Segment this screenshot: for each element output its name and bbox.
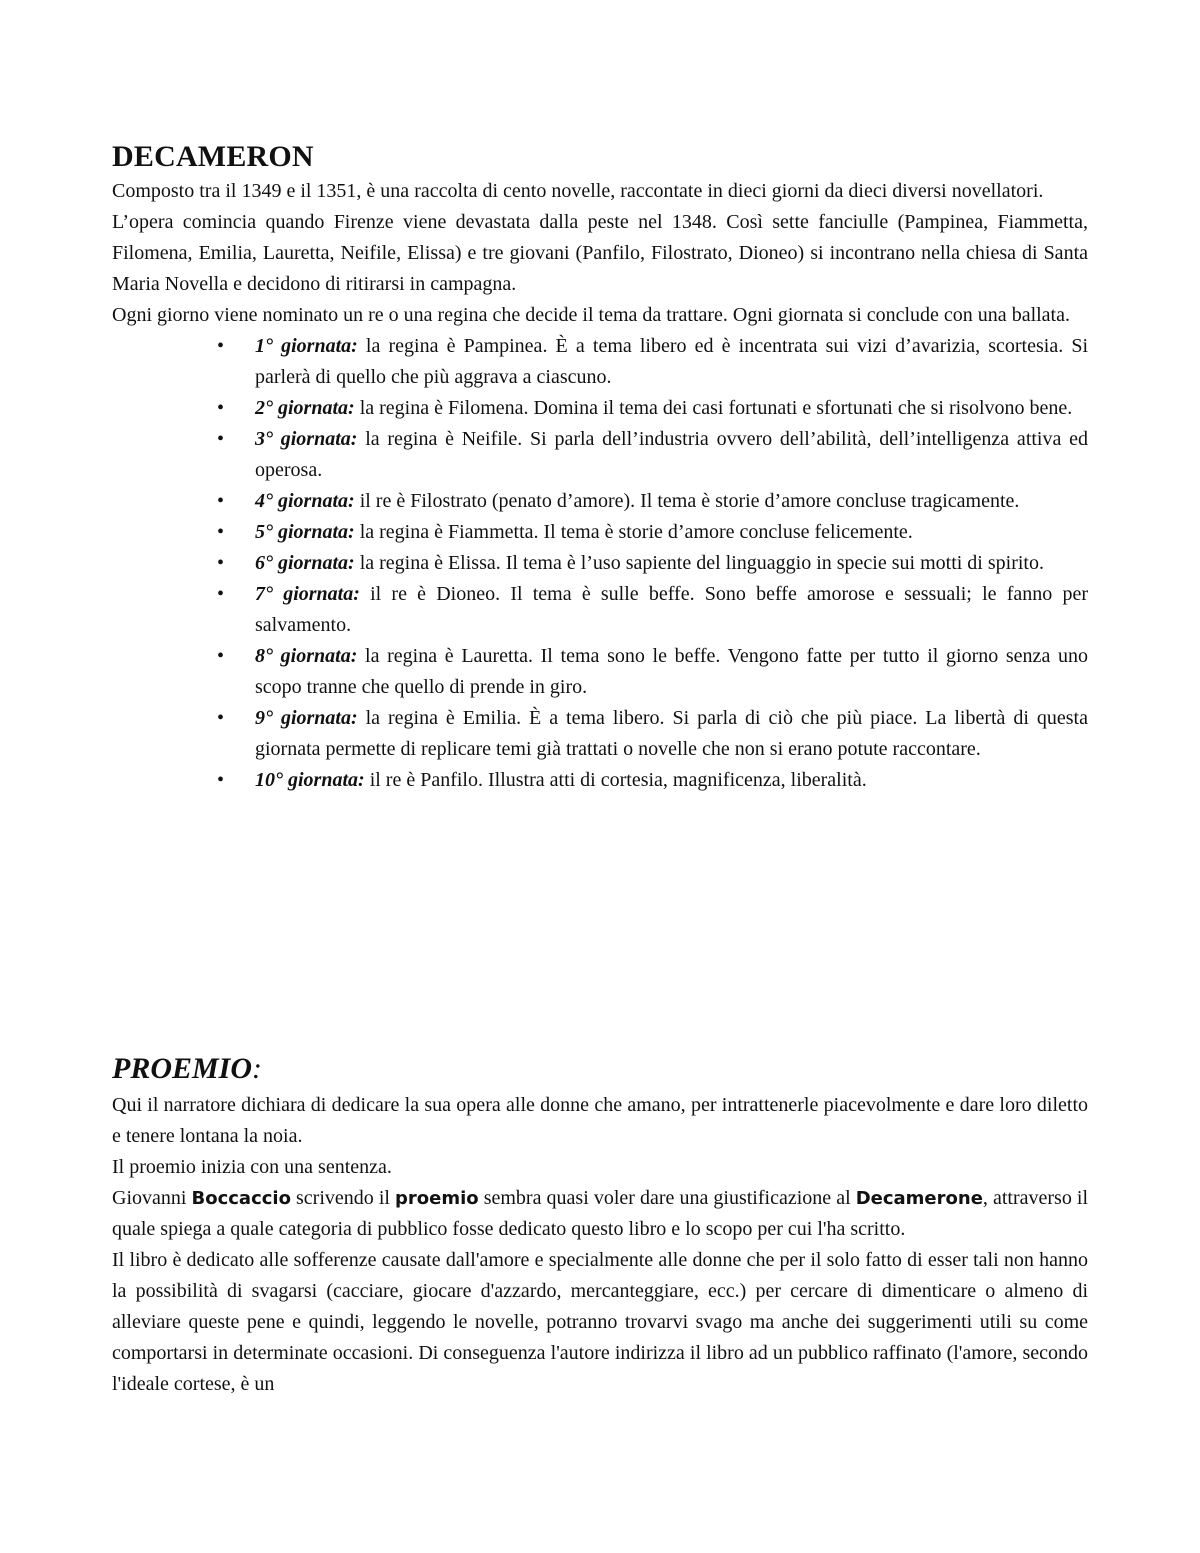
list-item bbox=[217, 579, 1088, 641]
day-label: 8° giornata: bbox=[255, 645, 358, 667]
section-title-colon: : bbox=[252, 1052, 263, 1085]
king-queen-paragraph: Ogni giorno viene nominato un re o una regina che decide il tema da trattare. Ogni giornata si conclude con una ballata. bbox=[112, 304, 1070, 326]
days-list bbox=[112, 331, 1088, 796]
day-text: la regina è Filomena. Domina il tema dei casi fortunati e sfortunati che si risolvono bene. bbox=[354, 397, 1073, 419]
bullet-icon: • bbox=[217, 552, 225, 574]
day-label: 2° giornata: bbox=[255, 397, 355, 419]
bullet-icon: • bbox=[217, 583, 225, 605]
bullet-icon: • bbox=[217, 769, 225, 791]
day-text: la regina è Pampinea. È a tema libero ed è incentrata sui vizi d’avarizia, scortesia. Si parlerà di quello che più aggrava a ciascuno. bbox=[255, 335, 1088, 388]
day-text: la regina è Elissa. Il tema è l’uso sapiente del linguaggio in specie sui motti di spirito. bbox=[354, 552, 1044, 574]
bullet-icon: • bbox=[217, 707, 225, 729]
list-item bbox=[217, 424, 1088, 486]
day-text: la regina è Neifile. Si parla dell’industria ovvero dell’abilità, dell’intelligenza attiva ed operosa. bbox=[255, 428, 1088, 481]
list-item bbox=[217, 517, 1088, 548]
list-item bbox=[217, 641, 1088, 703]
page-title: DECAMERON bbox=[112, 140, 314, 173]
bullet-icon: • bbox=[217, 645, 225, 667]
proemio-paragraph-4: Il libro è dedicato alle sofferenze causate dall'amore e specialmente alle donne che per il solo fatto di esser tali non hanno la possibilità di svagarsi (cacciare, giocare d'azzardo, mercanteggiare, ecc.) per cercare di dimenticare o almeno di alleviare queste pene e quindi, leggendo le novelle, potranno trovarvi svago ma anche dei suggerimenti utili su come comportarsi in determinate occasioni. Di conseguenza l'autore indirizza il libro ad un pubblico raffinato (l'amore, secondo l'ideale cortese, è un bbox=[112, 1249, 1088, 1395]
plague-paragraph: L’opera comincia quando Firenze viene devastata dalla peste nel 1348. Così sette fanciulle (Pampinea, Fiammetta, Filomena, Emilia, Lauretta, Neifile, Elissa) e tre giovani (Panfilo, Filostrato, Dioneo) si incontrano nella chiesa di Santa Maria Novella e decidono di ritirarsi in campagna. bbox=[112, 211, 1088, 295]
list-item bbox=[217, 331, 1088, 393]
day-text: il re è Panfilo. Illustra atti di cortesia, magnificenza, liberalità. bbox=[364, 769, 867, 791]
bold-term-boccaccio: Boccaccio bbox=[191, 1188, 291, 1209]
day-text: il re è Dioneo. Il tema è sulle beffe. Sono beffe amorose e sessuali; le fanno per salvamento. bbox=[255, 583, 1088, 636]
day-text: il re è Filostrato (penato d’amore). Il tema è storie d’amore concluse tragicamente. bbox=[354, 490, 1020, 512]
proemio-paragraph-3 bbox=[112, 1183, 1088, 1245]
text-run: sembra quasi voler dare una giustificazione al bbox=[478, 1187, 856, 1209]
day-label: 3° giornata: bbox=[255, 428, 358, 450]
bullet-icon: • bbox=[217, 335, 225, 357]
day-label: 9° giornata: bbox=[255, 707, 358, 729]
day-label: 4° giornata: bbox=[255, 490, 355, 512]
section-title bbox=[112, 1050, 1088, 1088]
day-text: la regina è Lauretta. Il tema sono le beffe. Vengono fatte per tutto il giorno senza uno scopo tranne che quello di prende in giro. bbox=[255, 645, 1088, 698]
day-label: 7° giornata: bbox=[255, 583, 360, 605]
list-item bbox=[217, 765, 1088, 796]
bullet-icon: • bbox=[217, 521, 225, 543]
bullet-icon: • bbox=[217, 490, 225, 512]
day-label: 5° giornata: bbox=[255, 521, 355, 543]
day-text: la regina è Fiammetta. Il tema è storie d’amore concluse felicemente. bbox=[354, 521, 913, 543]
bold-term-decamerone: Decamerone bbox=[855, 1188, 983, 1209]
bullet-icon: • bbox=[217, 397, 225, 419]
day-label: 6° giornata: bbox=[255, 552, 355, 574]
intro-paragraph: Composto tra il 1349 e il 1351, è una raccolta di cento novelle, raccontate in dieci giorni da dieci diversi novellatori. bbox=[112, 180, 1044, 202]
decameron-section bbox=[112, 138, 1088, 796]
list-item bbox=[217, 486, 1088, 517]
proemio-paragraph-2: Il proemio inizia con una sentenza. bbox=[112, 1156, 392, 1178]
bold-term-proemio: proemio bbox=[395, 1188, 479, 1209]
day-label: 10° giornata: bbox=[255, 769, 365, 791]
text-run: Giovanni bbox=[112, 1187, 192, 1209]
text-run: , attraverso il quale spiega a quale categoria di pubblico fosse dedicato questo libro e lo scopo per cui l'ha scritto. bbox=[112, 1187, 1088, 1240]
list-item bbox=[217, 393, 1088, 424]
list-item bbox=[217, 703, 1088, 765]
text-run: scrivendo il bbox=[290, 1187, 396, 1209]
bullet-icon: • bbox=[217, 428, 225, 450]
list-item bbox=[217, 548, 1088, 579]
day-label: 1° giornata: bbox=[255, 335, 358, 357]
proemio-section bbox=[112, 1050, 1088, 1400]
section-title-text: PROEMIO bbox=[112, 1052, 253, 1085]
proemio-paragraph-1: Qui il narratore dichiara di dedicare la sua opera alle donne che amano, per intrattenerle piacevolmente e dare loro diletto e tenere lontana la noia. bbox=[112, 1094, 1088, 1147]
day-text: la regina è Emilia. È a tema libero. Si parla di ciò che più piace. La libertà di questa giornata permette di replicare temi già trattati o novelle che non si erano potute raccontare. bbox=[255, 707, 1088, 760]
